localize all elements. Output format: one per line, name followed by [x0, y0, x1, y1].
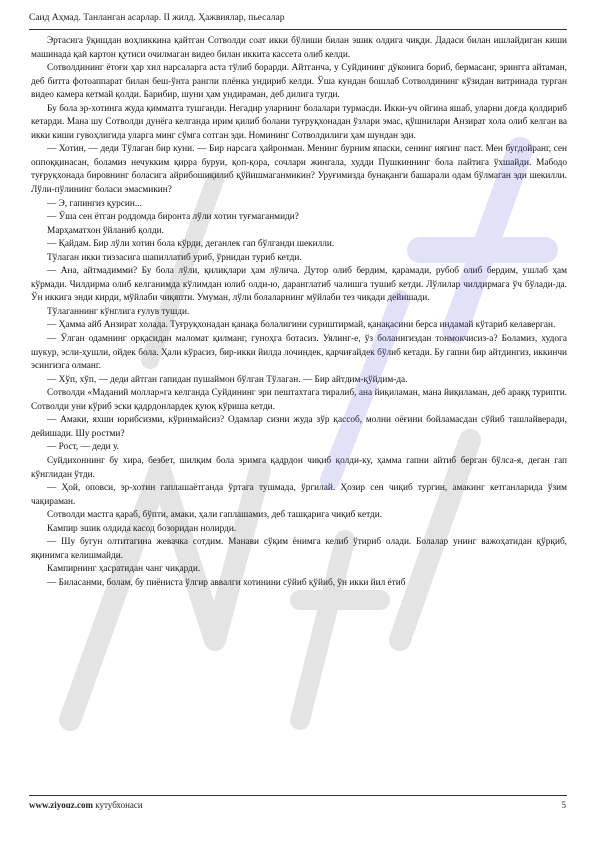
paragraph: Суйдихоннинг бу хира, безбет, шилқим бола эримга қадрдон чиқиб қолди-ку, ҳамма гапни айтиб берган бўлса-я, деган гап кўнглидан ўтди. [31, 455, 567, 480]
paragraph: Сотволди мастга қараб, бўпти, амаки, ҳали гаплашамиз, деб ташқарига чиқиб кетди. [47, 510, 383, 521]
paragraph: Бу бола эр-хотинга жуда қимматга тушганди. Негадир уларнинг болалари турмасди. Икки-уч ойгина яшаб, уларни доғда қолдириб кетарди. Мана шу Сотволди дунёга келганда ирим қилиб болани туғруқхонадан ўзлари эмас, қўшнилари Анзират хола олиб келган ва икки киши гувоҳлигида уларга минг сўмга сотган эди. Номининг Сотволдилиги ҳам шундан эди. [31, 103, 567, 141]
paragraph: — Амаки, яхши юрибсизми, кўринмайсиз? Одамлар сизни жуда зўр қассоб, молни оёғини бойламасдан сўйиб ташлайверади, дейишади. Шу ростми? [31, 415, 567, 439]
paragraph: — Биласанми, болам, бу пиёниста ўлгир аввалги хотинини сўйиб қўйиб, ўн икки йил ётиб [47, 577, 406, 588]
paragraph: — Ҳой, оповси, эр-хотин гаплашаётганда ўртага тушмада, ўргилай. Ҳозир сен чиқиб тургин, амакинг кетганларида ўзим чақираман. [31, 483, 567, 507]
paragraph: — Қайдам. Бир лўли хотин бола кўрди, деганлек гап бўлганди шекилли. [47, 239, 335, 250]
paragraph: Марҳаматхон ўйланиб қолди. [47, 225, 164, 236]
paragraph: — Ўлган одамнинг орқасидан маломат қилманг, гуноҳга ботасиз. Уялинг-е, ўз боланигиздан тонмокчисиз-а? Боламиз, худога шукур, эсли-ҳушли, ойдек бола. Ҳали кўрасиз, бир-икки йилда лочиндек, қарчиғайдек бўлиб кетади. Бу гапни бир айтдингиз, иккинчи эсингизга олманг. [31, 334, 567, 372]
paragraph: — Рост, — деди у. [47, 442, 120, 453]
paragraph: Эртасига ўқишдан воҳликкина қайтган Сотволди соат икки бўлиши билан эшик олдига чиқди. Дадаси билан ишлайдиган киши машинада қаӣ картон қутиси очилмаган видео билан иккита кассета олиб келди. [31, 36, 567, 60]
body-text [31, 35, 567, 793]
paragraph: Сотволдининг ётоғи ҳар хил нарсаларга аста тўлиб борарди. Айтганча, у Суйдининг дўконига бориб, бермасанг, эрингга айтаман, деб битта фотоаппарат билан беш-ўнта рангли плёнка ундириб келди. Ўша кундан бошлаб Сотволдининг кўзидан витринада турган видео камера кетмай қолди. Барибир, шуни ҳам ундираман, деб дилига тугди. [31, 63, 567, 101]
footer-rule [29, 795, 567, 796]
paragraph: Кампир эшик олдида касод бозоридан нолирди. [47, 523, 237, 534]
paragraph: Кампирнинг ҳасратидан чанг чиқарди. [47, 564, 201, 575]
paragraph: Сотволди «Маданий моллар»га келганда Суйдининг эри пештахтага тиралиб, ана йиқиламан, мана йиқиламан, деб араққ турипти. Сотволди уни кўриб эски қадрдонлардек қуюқ кўриша кетди. [31, 388, 567, 412]
page-number: 5 [561, 800, 566, 810]
paragraph: — Шу бугун олтитагина жевачка сотдим. Манави сўқим ёнимга келиб ўтириб олади. Болалар унинг важоҳатидан қўрқиб, яқинимга келишмайди. [31, 537, 567, 561]
paragraph: Тўлаганнинг кўнглига ғулув тушди. [47, 306, 190, 317]
footer-library-label: кутубхонаси [95, 800, 143, 810]
paragraph: — Хўп, хўп, — деди айтган гапидан пушаймон бўлган Тўлаган. — Бир айтдим-қўйдим-да. [47, 374, 408, 385]
paragraph: — Ана, айтмадимми? Бу бола лўли, қилиқлари ҳам лўлича. Дутор олиб бердим, қарамади, рубоб олиб бердим, ушлаб ҳам кўрмади. Чилдирма олиб келганимда кўлимдан юлиб олди-ю, даранглатиб чалишга тушиб кетди. Лўлилар чилдирмага ўч бўлади-да. Ўн иккига энди кирди, мўйлаби чиқяпти. Умуман, лўли болаларнинг мўйлаби тез чиқади дейишади. [31, 266, 567, 304]
paragraph: — Ҳамма айб Анзират холада. Туғруқхонадан қанақа болалигини суриштирмай, қанақасини берса индамай кўтариб келаверган. [47, 320, 556, 331]
page-footer [29, 800, 569, 810]
header-rule [29, 29, 567, 30]
footer-site-link[interactable]: www.ziyouz.com [29, 800, 93, 810]
paragraph: — Ўша сен ётган роддомда биронта лўли хотин туғмаганмиди? [47, 212, 299, 223]
running-header: Саид Аҳмад. Танланган асарлар. II жилд. Ҳажвиялар, пьесалар [29, 13, 285, 23]
paragraph: Тўлаган икки тиззасига шапиллатиб уриб, ўрнидан туриб кетди. [47, 252, 302, 263]
paragraph: — Э, гапингиз қурсин... [47, 198, 142, 209]
paragraph: — Хотин, — деди Тўлаган бир куни. — Бир нарсага ҳайронман. Менинг бурним япаски, сенинг иягинг паст. Мен бугдойранг, сен оппоққинасан, боламиз нечукким қирра буруи, қоп-қора, сочлари жингала, худди Пушкиннинг бола пайтига ўхшайди. Мабодо туғруқхонада бировнинг боласига айрибошиқилиб қўйишмаганмикин? Уруғимизда бунақанги башарали одам бўлмаган эди шекилли. Лўли-пўлининг боласи эмасмикин? [31, 144, 567, 196]
